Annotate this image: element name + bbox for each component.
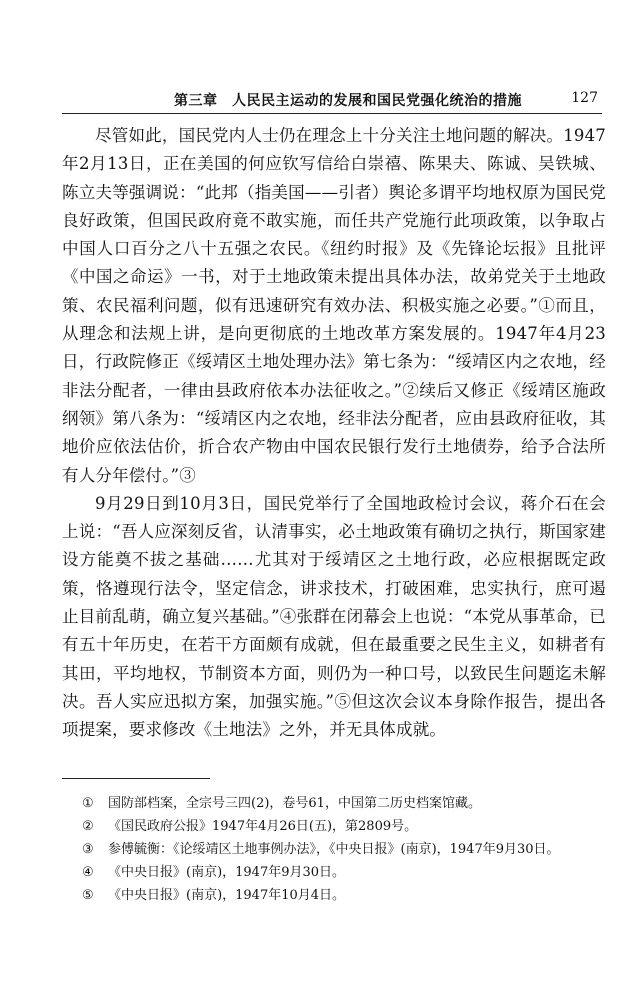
footnote-text: 《中央日报》(南京)，1947年9月30日。	[108, 865, 346, 880]
footnote-mark: ⑤	[82, 888, 94, 903]
footnote-mark: ①	[82, 796, 94, 811]
footnote-mark: ③	[82, 842, 94, 857]
running-header	[62, 88, 602, 110]
paragraph-2: 9月29日到10月3日，国民党举行了全国地政检讨会议，蒋介石在会上说：“吾人应深刻反省，认清事实，必土地政策有确切之执行，斯国家建设方能奠不拔之基础……尤其对于绥靖区之土地行政，必应根据既定政策，恪遵现行法令，坚定信念，讲求技术，打破困难，忠实执行，庶可遏止目前乱萌，确立复兴基础。”④张群在闭幕会上也说：“本党从事革命，已有五十年历史，在若干方面颇有成就，但在最重要之民生主义，如耕者有其田，平均地权，节制资本方面，则仍为一种口号，以致民生问题迄未解决。吾人实应迅拟方案，加强实施。”⑤但这次会议本身除作报告，提出各项提案，要求修改《土地法》之外，并无具体成就。	[62, 493, 606, 740]
footnote-text: 《国民政府公报》1947年4月26日(五)，第2809号。	[108, 819, 418, 834]
footnote-5	[62, 884, 606, 907]
page-number: 127	[571, 90, 598, 106]
footnote-2	[62, 815, 606, 838]
footnote-4	[62, 861, 606, 884]
footnote-mark: ②	[82, 819, 94, 834]
footnote-rule	[62, 778, 210, 779]
footnote-1	[62, 792, 606, 815]
paragraph-1: 尽管如此，国民党内人士仍在理念上十分关注土地问题的解决。1947年2月13日，正在美国的何应钦写信给白崇禧、陈果夫、陈诚、吴铁城、陈立夫等强调说：“此邦（指美国——引者）舆论多谓平均地权原为国民党良好政策，但国民政府竟不敢实施，而任共产党施行此项政策，以争取占中国人口百分之八十五强之农民。《纽约时报》及《先锋论坛报》且批评《中国之命运》一书，对于土地政策未提出具体办法，故弟党关于土地政策、农民福利问题，似有迅速研究有效办法、积极实施之必要。”①而且，从理念和法规上讲，是向更彻底的土地改革方案发展的。1947年4月23日，行政院修正《绥靖区土地处理办法》第七条为：“绥靖区内之农地，经非法分配者，一律由县政府依本办法征收之。”②续后又修正《绥靖区施政纲领》第八条为：“绥靖区内之农地，经非法分配者，应由县政府征收，其地价应依法估价，折合农产物由中国农民银行发行土地债券，给予合法所有人分年偿付。”③	[62, 126, 606, 485]
footnotes	[62, 792, 606, 907]
header-rule	[62, 113, 602, 114]
footnote-text: 国防部档案，全宗号三四(2)，卷号61，中国第二历史档案馆藏。	[108, 796, 481, 811]
body-text	[62, 122, 606, 745]
footnote-mark: ④	[82, 865, 94, 880]
footnote-text: 参傅毓衡：《论绥靖区土地事例办法》，《中央日报》(南京)，1947年9月30日。	[108, 842, 560, 857]
chapter-title: 第三章 人民民主运动的发展和国民党强化统治的措施	[174, 93, 522, 109]
footnote-3	[62, 838, 606, 861]
footnote-text: 《中央日报》(南京)，1947年10月4日。	[108, 888, 346, 903]
